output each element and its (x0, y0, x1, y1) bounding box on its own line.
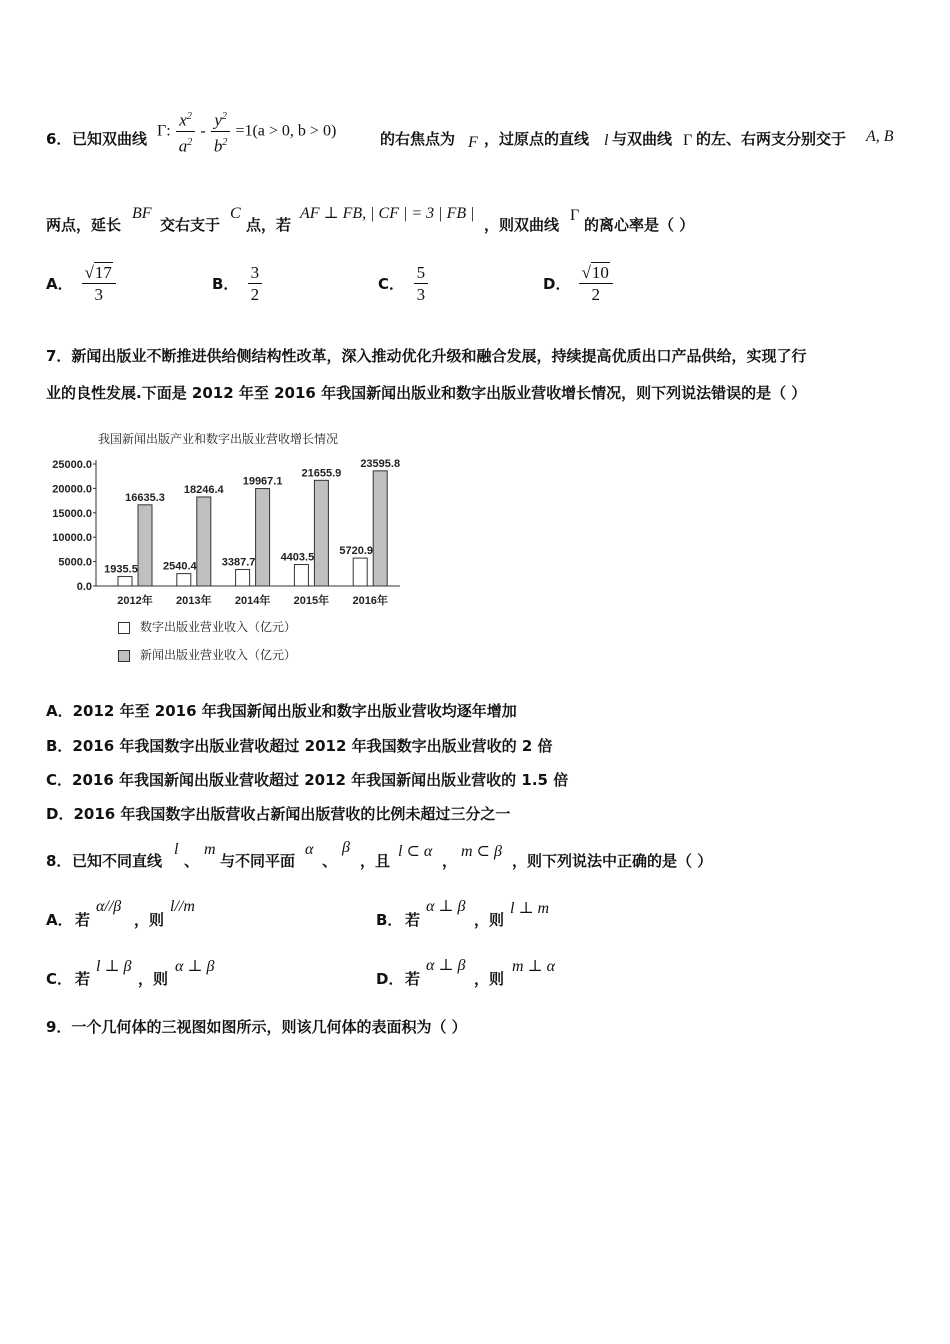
q6-line2-c: 点，若 (246, 216, 292, 234)
data-label-news: 23595.8 (360, 457, 401, 470)
q7-option-c: C．2016 年我国新闻出版业营收超过 2012 年我国新闻出版业营收的 1.5 倍 (46, 771, 569, 789)
q8-option-d-ze: ，则 (474, 970, 505, 988)
q8-option-d-label: D． (376, 970, 404, 988)
bar-digital (118, 577, 132, 586)
legend-news-swatch (118, 650, 130, 662)
q6-AB: A, B (866, 128, 894, 145)
y-tick-label: 25000.0 (52, 459, 92, 471)
q6-option-d-den: 2 (591, 285, 600, 304)
q8-l: l (174, 841, 179, 858)
q6-gamma-3: Γ (570, 207, 580, 224)
x-tick-label: 2015年 (293, 595, 330, 607)
x-tick-label: 2016年 (352, 595, 388, 607)
q8-option-c-label: C． (46, 970, 73, 988)
q8-number: 8． (46, 852, 72, 870)
q8-cond-1: l ⊂ α (398, 843, 433, 860)
q6-line2-a: 两点，延长 (46, 216, 122, 234)
q6-hyperbola-equation (157, 106, 336, 156)
q7-option-d: D．2016 年我国数字出版营收占新闻出版营收的比例未超过三分之一 (46, 805, 511, 823)
q6-sup-a: 2 (187, 136, 193, 148)
q8-text-2: 与不同平面 (220, 852, 296, 870)
q8-option-d-ruo: 若 (405, 970, 421, 988)
q6-eq-tail: =1(a > 0, b > 0) (235, 122, 337, 140)
q8-option-a-if: α//β (96, 898, 122, 915)
data-label-digital: 5720.9 (339, 545, 374, 558)
q6-sup-x: 2 (186, 111, 192, 122)
bar-news (197, 497, 211, 586)
y-tick-label: 15000.0 (52, 507, 92, 520)
data-label-news: 21655.9 (301, 467, 342, 480)
bar-news (138, 505, 152, 586)
x-tick-label: 2012年 (117, 595, 153, 607)
q6-a: a (178, 136, 188, 156)
q6-option-d-label: D． (543, 275, 571, 293)
q6-line2-b: 交右支于 (160, 216, 221, 234)
q6-C: C (230, 205, 241, 222)
q6-option-b-den: 2 (250, 285, 260, 304)
q8-option-a-then: l//m (170, 898, 195, 915)
q6-option-a-den: 3 (94, 285, 103, 304)
data-label-news: 19967.1 (242, 475, 283, 488)
q7-option-b: B．2016 年我国数字出版业营收超过 2012 年我国数字出版业营收的 2 倍 (46, 737, 553, 755)
bar-digital (236, 569, 250, 586)
q8-option-b-ze: ，则 (474, 911, 505, 929)
data-label-news: 18246.4 (183, 483, 224, 496)
q8-option-c-then: α ⊥ β (175, 958, 215, 975)
q6-intro: 已知双曲线 (72, 130, 148, 148)
bar-digital (177, 574, 191, 586)
legend-digital-label: 数字出版业营业收入（亿元） (140, 620, 297, 634)
q6-colon: : (166, 122, 171, 140)
y-tick-label: 0.0 (76, 581, 92, 593)
q8-m: m (204, 841, 216, 858)
q8-option-a-ze: ，则 (134, 911, 165, 929)
q6-minus: - (200, 122, 206, 140)
q6-option-d-num: 10 (591, 263, 609, 282)
q8-option-c-if: l ⊥ β (96, 958, 132, 975)
q6-option-c-label: C． (378, 275, 405, 293)
q8-beta: β (342, 839, 350, 856)
q8-text-4: ，则下列说法中正确的是（ ） (512, 852, 713, 870)
y-tick-label: 10000.0 (52, 532, 92, 545)
q8-option-c-ruo: 若 (75, 970, 91, 988)
q8-option-a-ruo: 若 (75, 911, 91, 929)
bar-news (373, 471, 387, 586)
q8-option-b-label: B． (376, 911, 403, 929)
q6-gamma: Γ (157, 122, 167, 140)
q6-option-d-sqrt-sign: √ (581, 263, 591, 282)
y-tick-label: 20000.0 (52, 483, 92, 496)
x-tick-label: 2014年 (234, 595, 271, 607)
q8-text-3: ，且 (360, 852, 391, 870)
data-label-digital: 2540.4 (162, 560, 197, 573)
q8-sep-2: 、 (322, 852, 338, 870)
q6-line2-d: ，则双曲线 (484, 216, 560, 234)
bar-digital (294, 565, 308, 586)
q7-line-2: 业的良性发展.下面是 2012 年至 2016 年我国新闻出版业和数字出版业营收增长情况，则下列说法错误的是（ ） (46, 384, 807, 402)
q6-option-a (46, 262, 116, 305)
q6-sup-b: 2 (222, 136, 228, 148)
x-tick-label: 2013年 (176, 595, 212, 607)
q7-option-a: A．2012 年至 2016 年我国新闻出版业和数字出版业营收均逐年增加 (46, 702, 517, 720)
bar-news (256, 489, 270, 586)
chart-title: 我国新闻出版产业和数字出版业营收增长情况 (98, 432, 339, 446)
q6-b: b (213, 136, 223, 156)
q9-text: 9．一个几何体的三视图如图所示，则该几何体的表面积为（ ） (46, 1018, 467, 1036)
data-label-digital: 3387.7 (221, 556, 256, 569)
q6-option-a-label: A． (46, 275, 73, 293)
q6-option-c-den: 3 (416, 285, 426, 304)
q6-F: F (468, 134, 478, 151)
q6-text-3: 与双曲线 (612, 130, 673, 148)
q8-text-1: 已知不同直线 (72, 852, 163, 870)
legend-news-label: 新闻出版业营业收入（亿元） (140, 648, 297, 662)
y-tick-label: 5000.0 (58, 556, 92, 569)
bar-digital (353, 558, 367, 586)
q6-sup-y: 2 (221, 111, 227, 122)
q8-option-a-label: A． (46, 911, 73, 929)
q6-condition: AF ⊥ FB, | CF | = 3 | FB | (300, 205, 475, 222)
q6-option-a-num: 17 (94, 263, 112, 282)
q8-cond-2: m ⊂ β (461, 843, 502, 860)
legend-news (118, 646, 296, 663)
q8-option-c-ze: ，则 (138, 970, 169, 988)
legend-digital-swatch (118, 622, 130, 634)
q8-option-b-then: l ⊥ m (510, 900, 550, 917)
q6-BF: BF (132, 205, 152, 222)
bar-chart (40, 450, 420, 610)
q6-option-c (378, 262, 428, 305)
q8-sep-1: 、 (184, 852, 200, 870)
q6-y: y (214, 110, 222, 130)
q6-l: l (604, 132, 609, 149)
q8-alpha: α (305, 841, 314, 858)
q8-option-b-if: α ⊥ β (426, 898, 466, 915)
q6-text-2: ，过原点的直线 (484, 130, 590, 148)
q6-option-d (543, 262, 613, 305)
q6-option-b-label: B． (212, 275, 239, 293)
q6-option-b-num: 3 (248, 262, 263, 284)
q6-line2-e: 的离心率是（ ） (584, 216, 695, 234)
q6-option-b (212, 262, 262, 305)
data-label-digital: 4403.5 (280, 551, 315, 564)
q8-option-d-if: α ⊥ β (426, 957, 466, 974)
q6-option-a-sqrt-sign: √ (84, 263, 94, 282)
q7-line-1: 7．新闻出版业不断推进供给侧结构性改革，深入推动优化升级和融合发展，持续提高优质出口产品供给，实现了行 (46, 347, 807, 365)
q6-number: 6． (46, 130, 72, 148)
data-label-news: 16635.3 (125, 491, 165, 504)
bar-news (314, 480, 328, 586)
legend-digital (118, 618, 296, 635)
q6-text-4: 的左、右两支分别交于 (696, 130, 847, 148)
q6-gamma-2: Γ (683, 132, 693, 149)
q6-text-1: 的右焦点为 (380, 130, 456, 148)
q6-x: x (179, 110, 187, 130)
q8-option-d-then: m ⊥ α (512, 958, 555, 975)
q8-option-b-ruo: 若 (405, 911, 421, 929)
data-label-digital: 1935.5 (104, 563, 138, 576)
q6-option-c-num: 5 (414, 262, 429, 284)
q8-comma: ， (442, 852, 458, 870)
